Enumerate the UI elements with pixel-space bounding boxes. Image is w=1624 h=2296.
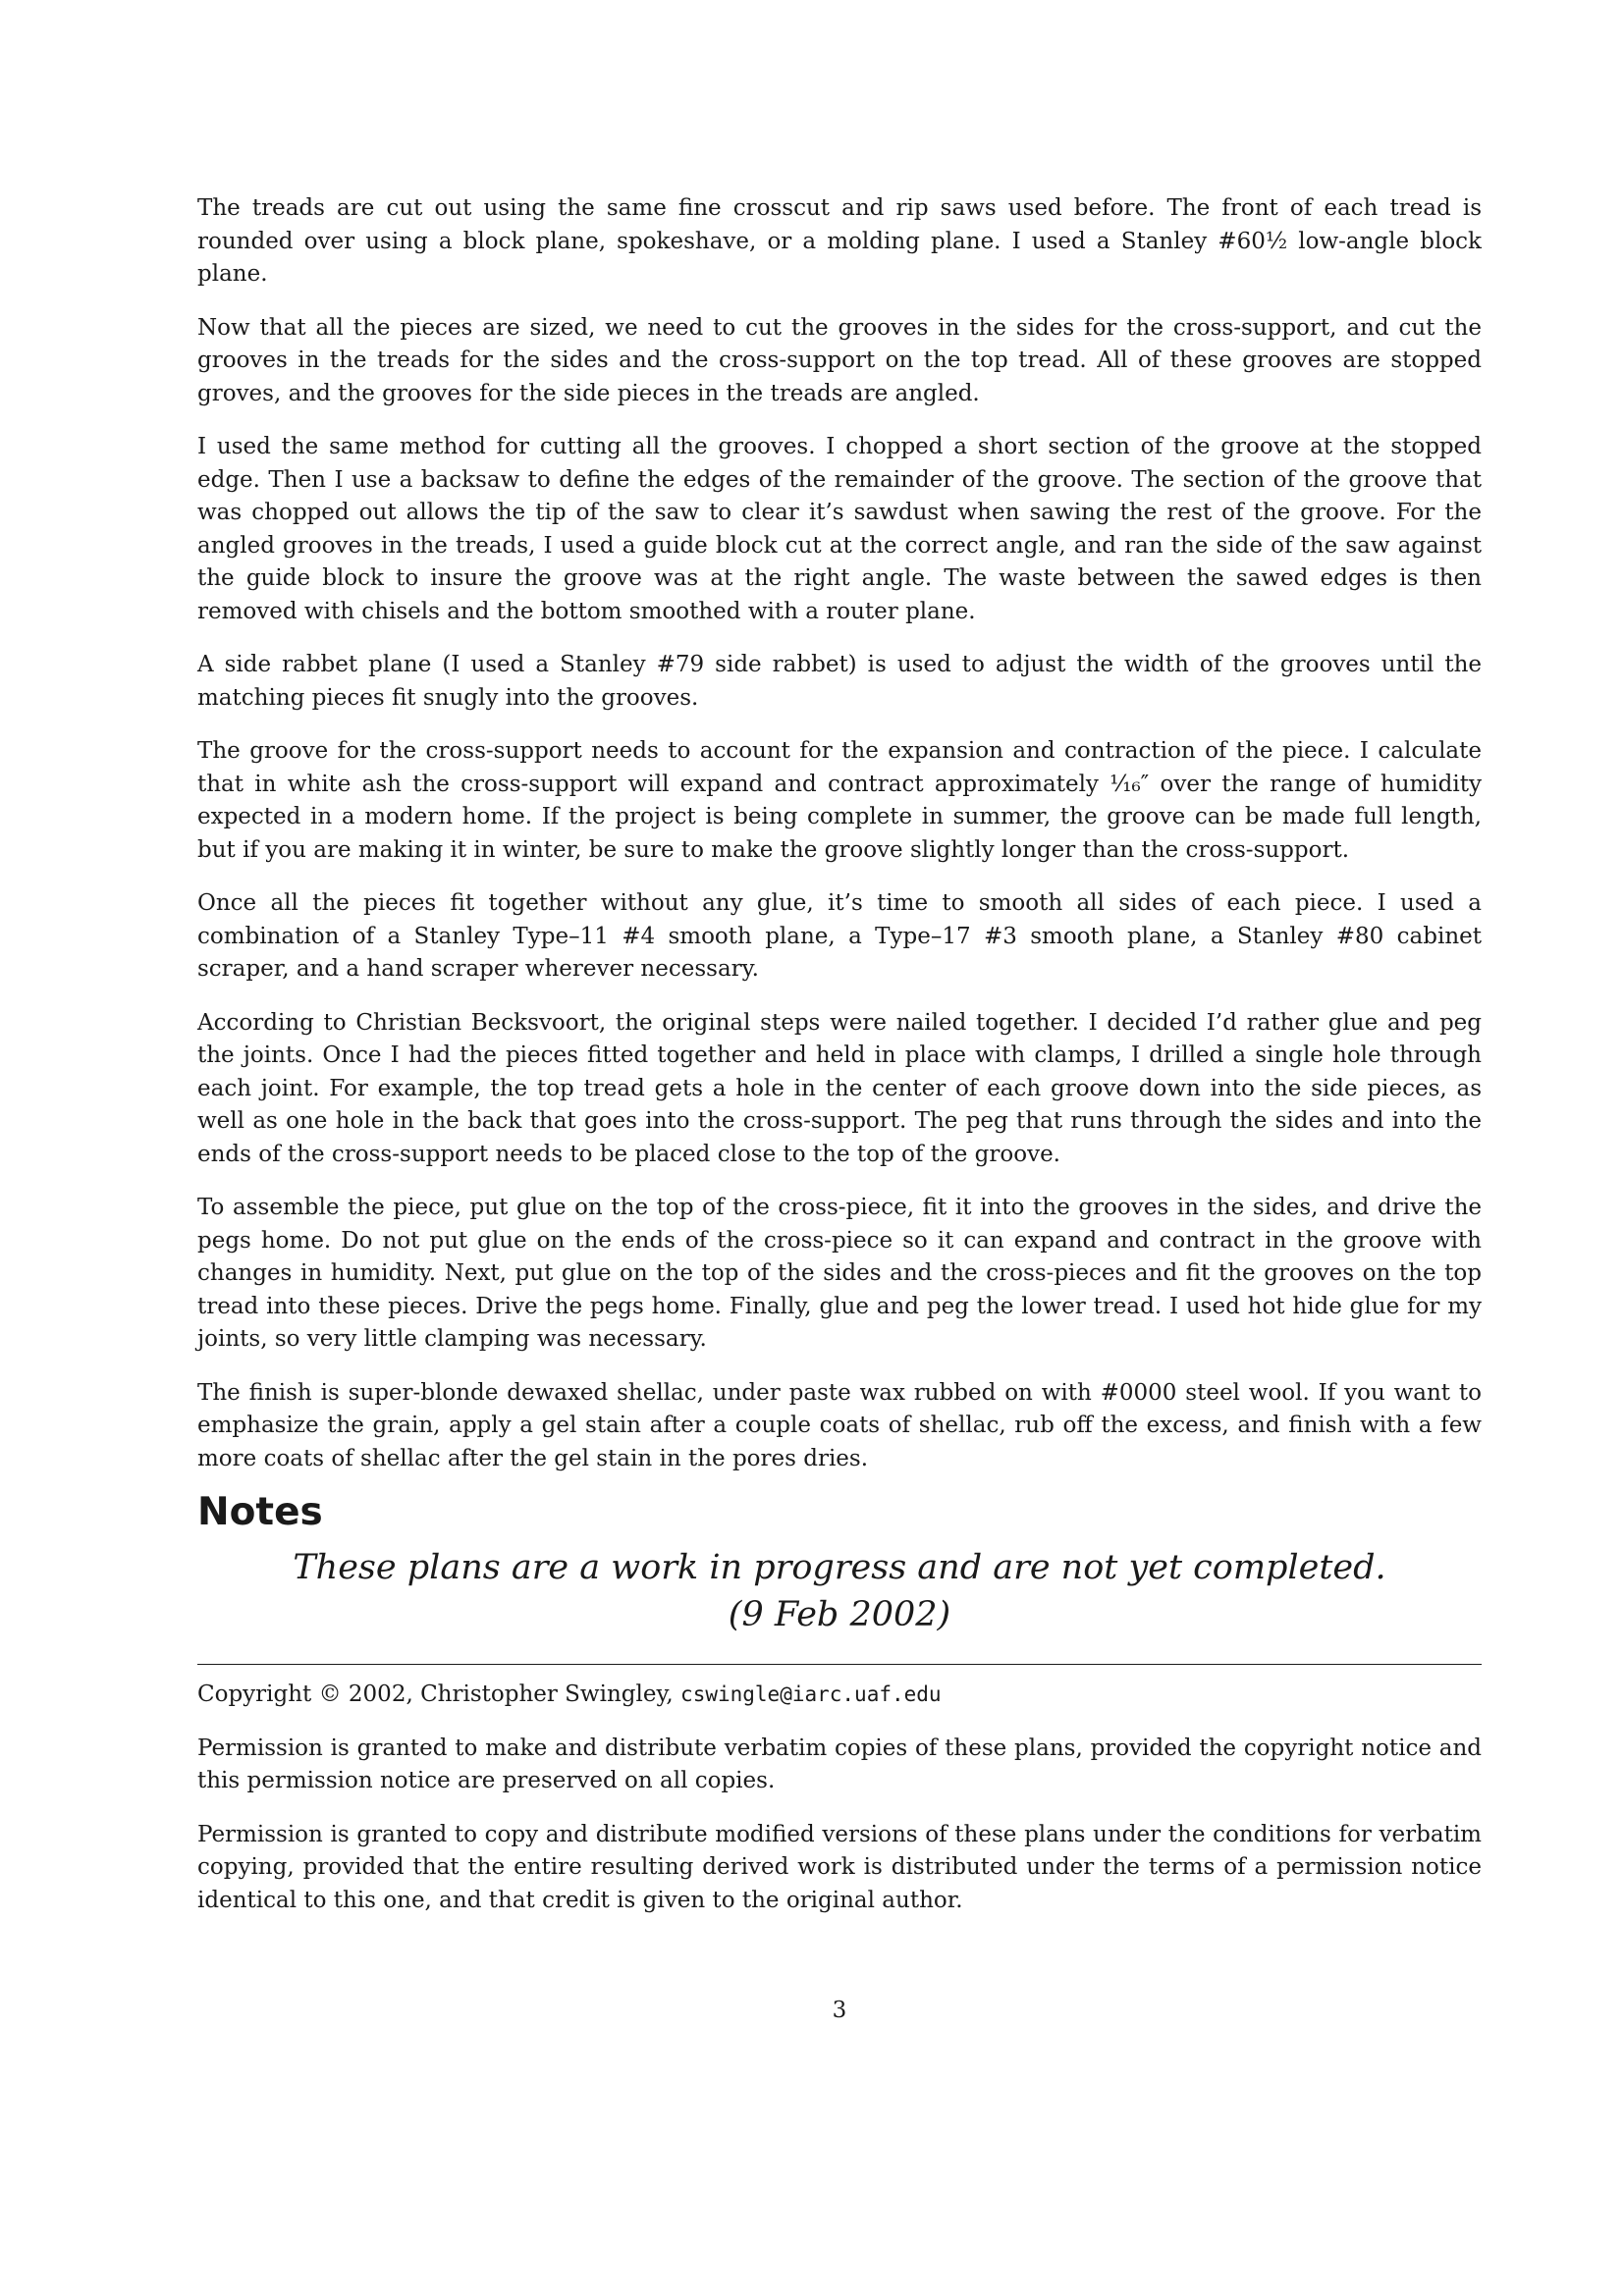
body-paragraph-grooves: Now that all the pieces are sized, we need to cut the grooves in the sides for the cross-support, and cut the grooves in the treads for the sides and the cross-support on the top tread. All of these grooves are stopped groves, and the grooves for the side pieces in the treads are angled. bbox=[197, 314, 1482, 406]
notice-date: (9 Feb 2002) bbox=[728, 1595, 951, 1634]
document-page bbox=[197, 192, 1482, 2023]
body-paragraph-rabbet-plane: A side rabbet plane (I used a Stanley #79 side rabbet) is used to adjust the width of the grooves until the matching pieces fit snugly into the grooves. bbox=[197, 652, 1482, 711]
work-in-progress-notice bbox=[197, 1544, 1482, 1638]
permission-verbatim: Permission is granted to make and distribute verbatim copies of these plans, provided the copyright notice and this permission notice are preserved on all copies. bbox=[197, 1735, 1482, 1793]
author-email: cswingle@iarc.uaf.edu bbox=[680, 1682, 942, 1706]
permission-modified: Permission is granted to copy and distribute modified versions of these plans under the conditions for verbatim copying, provided that the entire resulting derived work is distributed under the terms of a permission notice identical to this one, and that credit is given to the original author. bbox=[197, 1821, 1482, 1913]
body-paragraph-pegging: According to Christian Becksvoort, the original steps were nailed together. I decided I’d rather glue and peg the joints. Once I had the pieces fitted together and held in place with clamps, I drilled a single hole through each joint. For example, the top tread gets a hole in the center of each groove down into the side pieces, as well as one hole in the back that goes into the cross-support. The peg that runs through the sides and into the ends of the cross-support needs to be placed close to the top of the groove. bbox=[197, 1009, 1482, 1167]
body-paragraph-method: I used the same method for cutting all the grooves. I chopped a short section of the groove at the stopped edge. Then I use a backsaw to define the edges of the remainder of the groove. The section of the groove that was chopped out allows the tip of the saw to clear it’s sawdust when sawing the rest of the groove. For the angled grooves in the treads, I used a guide block cut at the correct angle, and ran the side of the saw against the guide block to insure the groove was at the right angle. The waste between the sawed edges is then removed with chisels and the bottom smoothed with a router plane. bbox=[197, 434, 1482, 624]
copyright-text: Copyright © 2002, Christopher Swingley, bbox=[197, 1682, 674, 1707]
body-paragraph-finish: The finish is super-blonde dewaxed shellac, under paste wax rubbed on with #0000 steel wool. If you want to emphasize the grain, apply a gel stain after a couple coats of shellac, rub off the excess, and finish with a few more coats of shellac after the gel stain in the pores dries. bbox=[197, 1379, 1482, 1471]
body-paragraph-cross-support: The groove for the cross-support needs to account for the expansion and contraction of the piece. I calculate that in white ash the cross-support will expand and contract approximately ¹⁄₁₆″ over the range of humidity expected in a modern home. If the project is being complete in summer, the groove can be made full length, but if you are making it in winter, be sure to make the groove slightly longer than the cross-support. bbox=[197, 738, 1482, 863]
body-paragraph-treads: The treads are cut out using the same fine crosscut and rip saws used before. The front of each tread is rounded over using a block plane, spokeshave, or a molding plane. I used a Stanley #60½ low-angle block plane. bbox=[197, 195, 1482, 287]
body-paragraph-smoothing: Once all the pieces fit together without any glue, it’s time to smooth all sides of each piece. I used a combination of a Stanley Type–11 #4 smooth plane, a Type–17 #3 smooth plane, a Stanley #80 cabinet scraper, and a hand scraper wherever necessary. bbox=[197, 890, 1482, 982]
body-paragraph-assembly: To assemble the piece, put glue on the top of the cross-piece, fit it into the grooves in the sides, and drive the pegs home. Do not put glue on the ends of the cross-piece so it can expand and contract in the groove with changes in humidity. Next, put glue on the top of the sides and the cross-pieces and fit the grooves on the top tread into these pieces. Drive the pegs home. Finally, glue and peg the lower tread. I used hot hide glue for my joints, so very little clamping was necessary. bbox=[197, 1195, 1482, 1352]
notes-heading: Notes bbox=[197, 1490, 323, 1534]
footer-divider bbox=[197, 1664, 1482, 1665]
notice-line: These plans are a work in progress and are not yet completed. bbox=[293, 1548, 1386, 1587]
copyright-line bbox=[197, 1679, 1482, 1712]
page-number: 3 bbox=[832, 1998, 847, 2023]
